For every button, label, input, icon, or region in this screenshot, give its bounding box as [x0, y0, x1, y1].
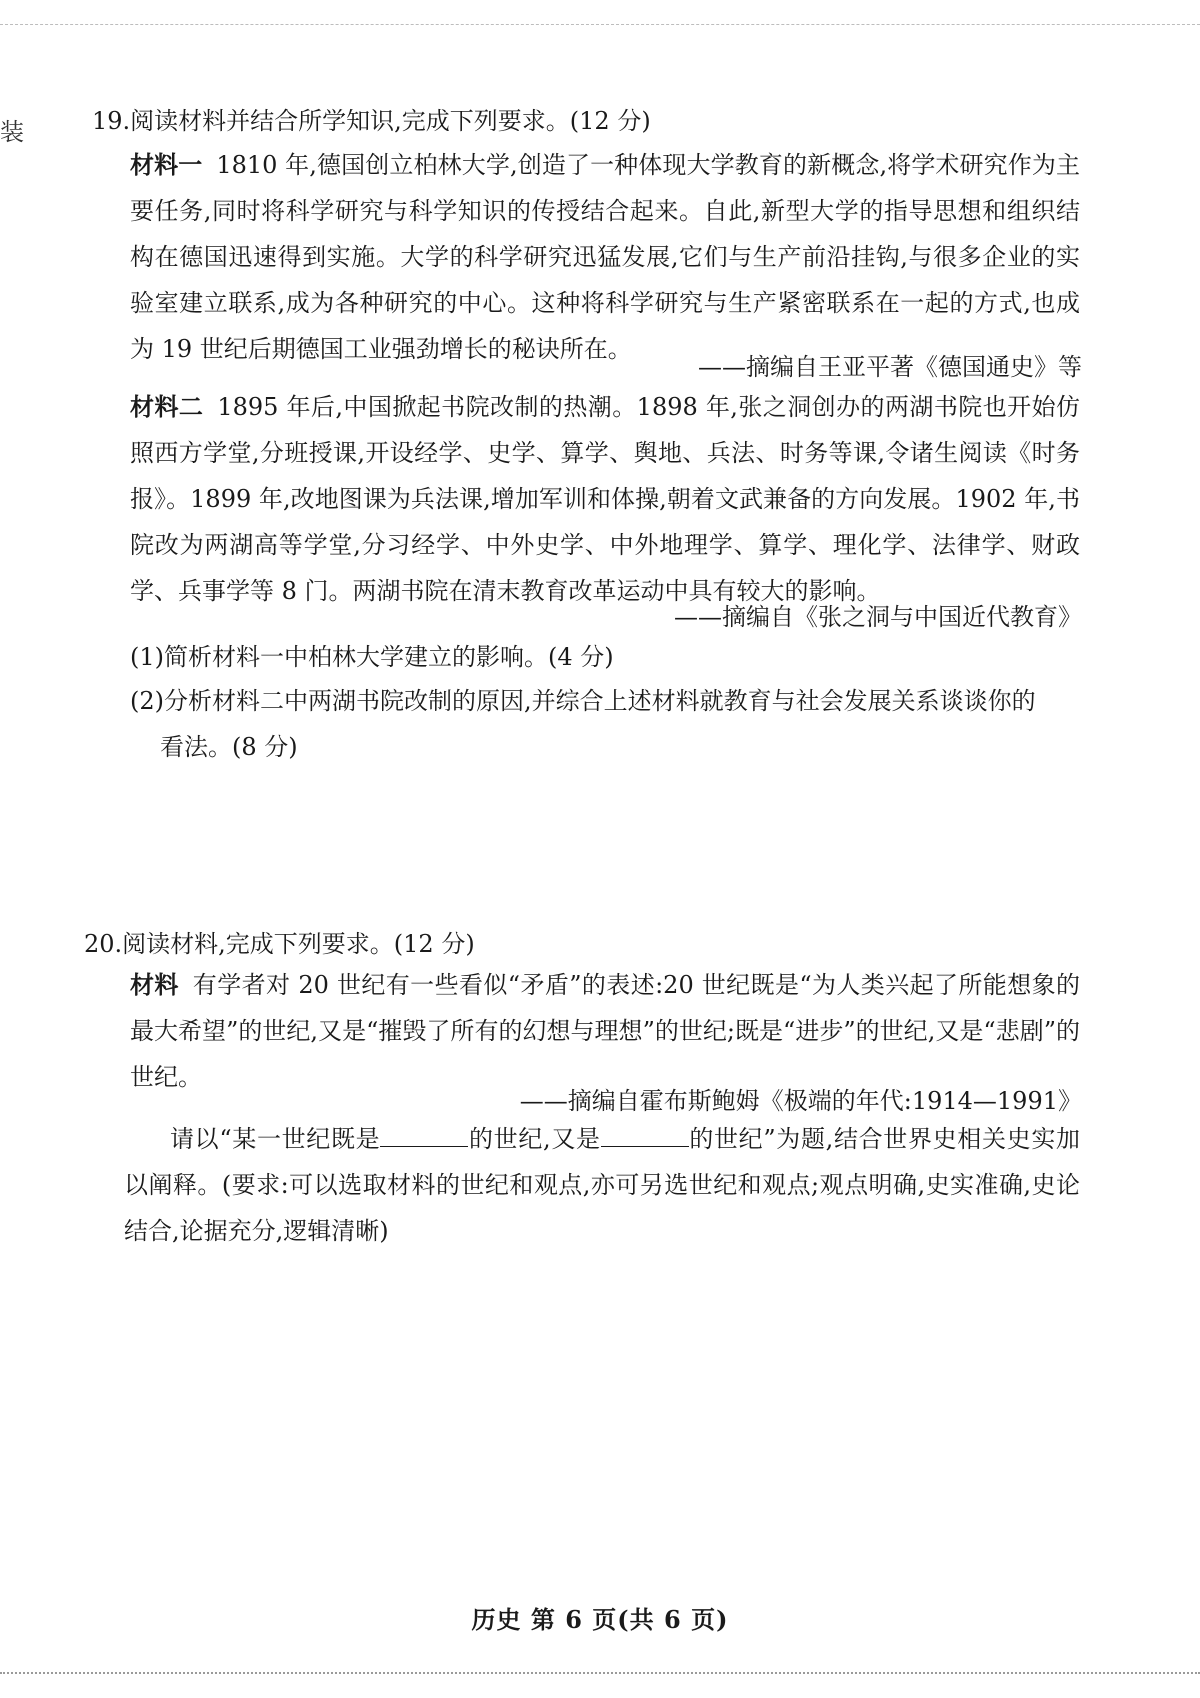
q20-task-part-3: 的世纪”为题,结合世界史相关史实加以阐释。(要求:可以选取材料的世纪和观点,亦可另选世纪和观点;观点明确,史实准确,史论结合,论据充分,逻辑清晰): [124, 1125, 1080, 1245]
binding-margin-char: 装: [0, 118, 24, 146]
q19-material-1-label: 材料一: [130, 150, 203, 179]
q20-blank-2: [601, 1120, 689, 1147]
q19-title: 19.阅读材料并结合所学知识,完成下列要求。(12 分): [92, 107, 651, 135]
q20-blank-1: [380, 1120, 468, 1147]
q19-material-2: [130, 384, 1080, 614]
q19-material-1: [130, 142, 1080, 372]
q19-material-1-text: 1810 年,德国创立柏林大学,创造了一种体现大学教育的新概念,将学术研究作为主要任务,同时将科学研究与科学知识的传授结合起来。自此,新型大学的指导思想和组织结构在德国迅速得到实施。大学的科学研究迅猛发展,它们与生产前沿挂钩,与很多企业的实验室建立联系,成为各种研究的中心。这种将科学研究与生产紧密联系在一起的方式,也成为 19 世纪后期德国工业强劲增长的秘诀所在。: [130, 151, 1081, 363]
q20-material-label: 材料: [130, 970, 179, 999]
q20-title: 20.阅读材料,完成下列要求。(12 分): [84, 930, 475, 958]
q20-task-part-2: 的世纪,又是: [468, 1125, 601, 1153]
bottom-dotted-rule: [0, 1672, 1200, 1674]
q19-material-1-source: ——摘编自王亚平著《德国通史》等: [698, 353, 1082, 381]
q20-task-part-1: 请以“某一世纪既是: [170, 1125, 381, 1153]
page-footer: 历史 第 6 页(共 6 页): [471, 1605, 729, 1634]
q19-material-2-source: ——摘编自《张之洞与中国近代教育》: [674, 603, 1082, 631]
q20-material: [130, 962, 1080, 1100]
q19-sub-question-2-line-1: (2)分析材料二中两湖书院改制的原因,并综合上述材料就教育与社会发展关系谈谈你的: [130, 687, 1036, 715]
q19-material-2-label: 材料二: [130, 392, 204, 421]
q20-task: [124, 1116, 1080, 1254]
q20-material-source: ——摘编自霍布斯鲍姆《极端的年代:1914—1991》: [519, 1087, 1082, 1115]
top-dashed-rule: [0, 24, 1200, 25]
q19-material-2-text: 1895 年后,中国掀起书院改制的热潮。1898 年,张之洞创办的两湖书院也开始仿照西方学堂,分班授课,开设经学、史学、算学、舆地、兵法、时务等课,令诸生阅读《时务报》。1899 年,改地图课为兵法课,增加军训和体操,朝着文武兼备的方向发展。1902 年,书院改为两湖高等学堂,分习经学、中外史学、中外地理学、算学、理化学、法律学、财政学、兵事学等 8 门。两湖书院在清末教育改革运动中具有较大的影响。: [130, 393, 1081, 605]
q19-sub-question-2: [130, 678, 1080, 770]
q20-material-text: 有学者对 20 世纪有一些看似“矛盾”的表述:20 世纪既是“为人类兴起了所能想象的最大希望”的世纪,又是“摧毁了所有的幻想与理想”的世纪;既是“进步”的世纪,又是“悲剧”的世纪。: [130, 971, 1080, 1091]
q19-sub-question-1: (1)简析材料一中柏林大学建立的影响。(4 分): [130, 643, 614, 671]
q19-sub-question-2-line-2: 看法。(8 分): [160, 733, 298, 761]
